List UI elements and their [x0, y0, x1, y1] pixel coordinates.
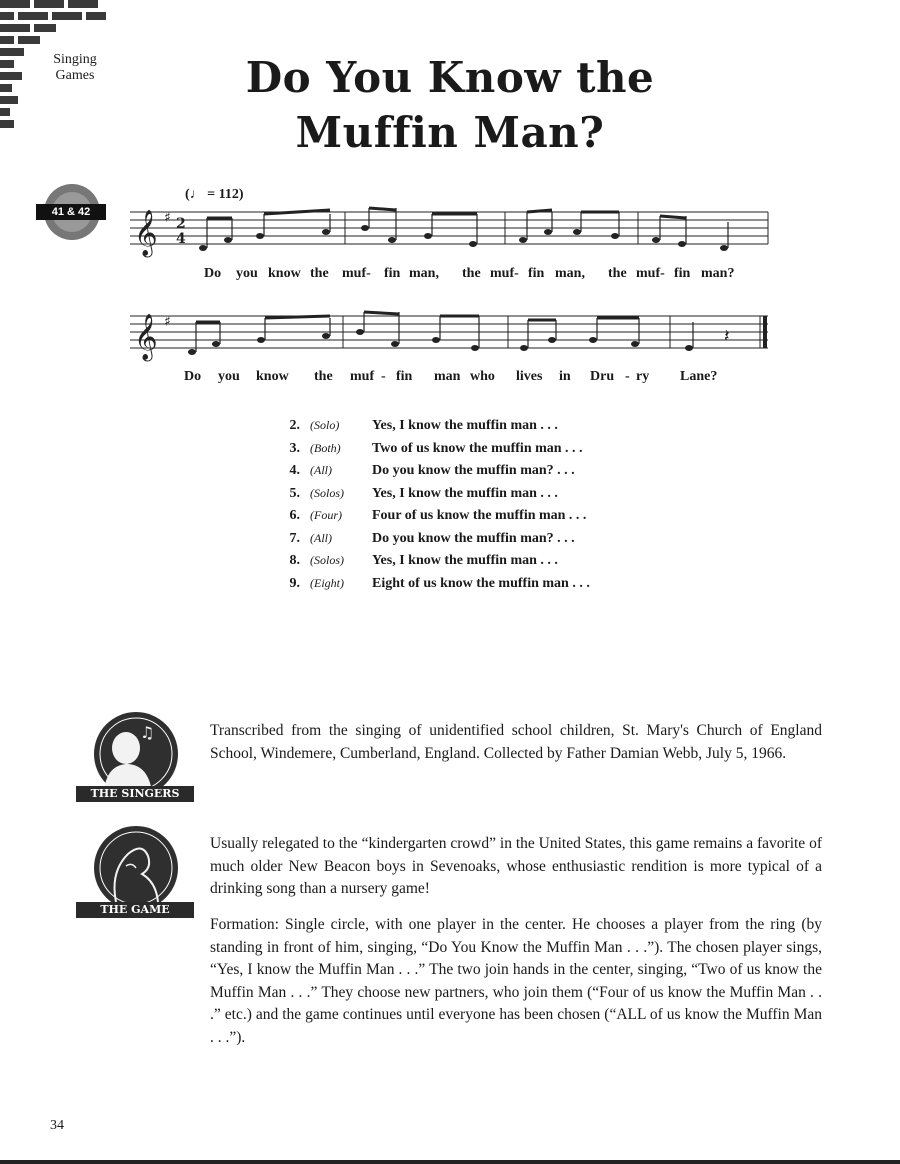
lyric-syllable: muf- — [490, 266, 519, 281]
lyric-syllable: muf — [350, 369, 375, 384]
lyric-syllable: man, — [555, 266, 585, 281]
lyric-syllable: lives — [516, 369, 543, 384]
lyric-syllable: in — [559, 369, 571, 384]
verse-text: Yes, I know the muffin man . . . — [372, 553, 558, 568]
page-title — [150, 50, 750, 160]
verse-row — [250, 463, 700, 486]
verse-row — [250, 576, 700, 599]
lyric-syllable: ry — [636, 369, 650, 384]
verse-row — [250, 441, 700, 464]
verse-text: Eight of us know the muffin man . . . — [372, 575, 590, 591]
lyric-syllable: Lane? — [680, 369, 718, 384]
title-line1: Do You Know the — [245, 53, 655, 102]
verse-row — [250, 418, 700, 441]
lyrics-line-2 — [0, 369, 900, 389]
game-label: THE GAME — [76, 902, 194, 918]
section-label — [40, 52, 110, 84]
verse-role: (Solo) — [310, 418, 340, 432]
svg-text:2: 2 — [176, 216, 186, 232]
lyric-syllable: muf- — [342, 266, 371, 281]
singers-paragraph: Transcribed from the singing of unidentified school children, St. Mary's Church of England School, Windemere, Cumberland, England. Collected by Father Damian Webb, July 5, 1966. — [210, 722, 822, 762]
title-line2: Muffin Man? — [295, 108, 605, 157]
verse-number: 2. — [289, 418, 300, 433]
verse-number: 7. — [289, 530, 300, 546]
lyric-syllable: Dru — [590, 369, 615, 384]
verse-text: Four of us know the muffin man . . . — [372, 508, 587, 523]
verse-row — [250, 531, 700, 554]
lyric-syllable: the — [462, 266, 481, 281]
formation-paragraph: Formation: Single circle, with one player in the center. He chooses a player from the ring (by standing in front of him, singing, “Do You Know the Muffin Man . . .”). The chosen player sings, “Yes, I know the Muffin Man . . .” The two join hands in the center, singing, “Two of us know the Muffin Man . . .” They choose new partners, who join them (“Four of us know the Muffin Man . . .” etc.) and the game continues until everyone has been chosen (“ALL of us know the Muffin Man . . .”). — [210, 916, 822, 1046]
svg-text:♯: ♯ — [164, 210, 171, 226]
verse-number: 8. — [289, 553, 300, 568]
lyric-syllable: man — [434, 369, 461, 384]
cd-track-label: 41 & 42 — [36, 204, 106, 220]
lyric-syllable: know — [256, 369, 289, 384]
lyric-syllable: you — [218, 369, 240, 384]
verse-list — [250, 418, 700, 598]
music-staff-2 — [130, 300, 770, 370]
lyric-syllable: Do — [204, 266, 222, 281]
verse-role: (All) — [310, 463, 332, 477]
verse-role: (Four) — [310, 508, 342, 522]
verse-text: Do you know the muffin man? . . . — [372, 463, 575, 478]
svg-text:♯: ♯ — [164, 314, 171, 330]
lyric-syllable: know — [268, 266, 301, 281]
svg-text:♫: ♫ — [140, 723, 155, 742]
music-staff-1 — [130, 196, 770, 266]
lyric-syllable: fin — [674, 266, 691, 281]
verse-text: Yes, I know the muffin man . . . — [372, 418, 558, 433]
tempo-marking: (♩ = 112) — [185, 187, 244, 202]
svg-text:𝄞: 𝄞 — [134, 314, 158, 360]
lyric-syllable: the — [314, 369, 333, 384]
lyric-syllable: - — [381, 369, 386, 384]
lyric-syllable: the — [608, 266, 627, 281]
lyric-syllable: muf- — [636, 266, 665, 281]
bottom-rule — [0, 1160, 900, 1164]
lyrics-line-1 — [0, 266, 900, 286]
singers-label: THE SINGERS — [76, 786, 194, 802]
verse-text: Two of us know the muffin man . . . — [372, 440, 583, 456]
verse-text: Yes, I know the muffin man . . . — [372, 485, 558, 501]
lyric-syllable: - — [625, 369, 630, 384]
verse-number: 3. — [289, 440, 300, 456]
section-label-line2: Games — [55, 68, 95, 83]
page-number: 34 — [50, 1118, 64, 1133]
lyric-syllable: fin — [528, 266, 545, 281]
svg-text:4: 4 — [176, 231, 186, 247]
verse-number: 6. — [289, 508, 300, 523]
verse-row — [250, 553, 700, 576]
verse-role: (All) — [310, 530, 332, 545]
lyric-syllable: fin — [396, 369, 413, 384]
game-paragraph: Usually relegated to the “kindergarten crowd” in the United States, this game remains a favorite of much older New Beacon boys in Sevenoaks, whose enthusiastic rendition is more typical of a drinking song than a nursery game! — [210, 835, 822, 897]
svg-text:𝄽: 𝄽 — [724, 326, 730, 347]
verse-role: (Solos) — [310, 553, 344, 567]
verse-number: 5. — [289, 485, 300, 501]
verse-role: (Solos) — [310, 485, 344, 500]
lyric-syllable: the — [310, 266, 329, 281]
lyric-syllable: man, — [409, 266, 439, 281]
verse-row — [250, 508, 700, 531]
lyric-syllable: who — [470, 369, 495, 384]
verse-text: Do you know the muffin man? . . . — [372, 530, 575, 546]
lyric-syllable: fin — [384, 266, 401, 281]
verse-role: (Both) — [310, 440, 341, 455]
svg-text:𝄞: 𝄞 — [134, 210, 158, 256]
lyric-syllable: Do — [184, 369, 202, 384]
verse-role: (Eight) — [310, 575, 344, 590]
lyric-syllable: you — [236, 266, 258, 281]
verse-number: 9. — [289, 575, 300, 591]
section-label-line1: Singing — [53, 52, 97, 67]
verse-row — [250, 486, 700, 509]
verse-number: 4. — [289, 463, 300, 478]
lyric-syllable: man? — [701, 266, 735, 281]
